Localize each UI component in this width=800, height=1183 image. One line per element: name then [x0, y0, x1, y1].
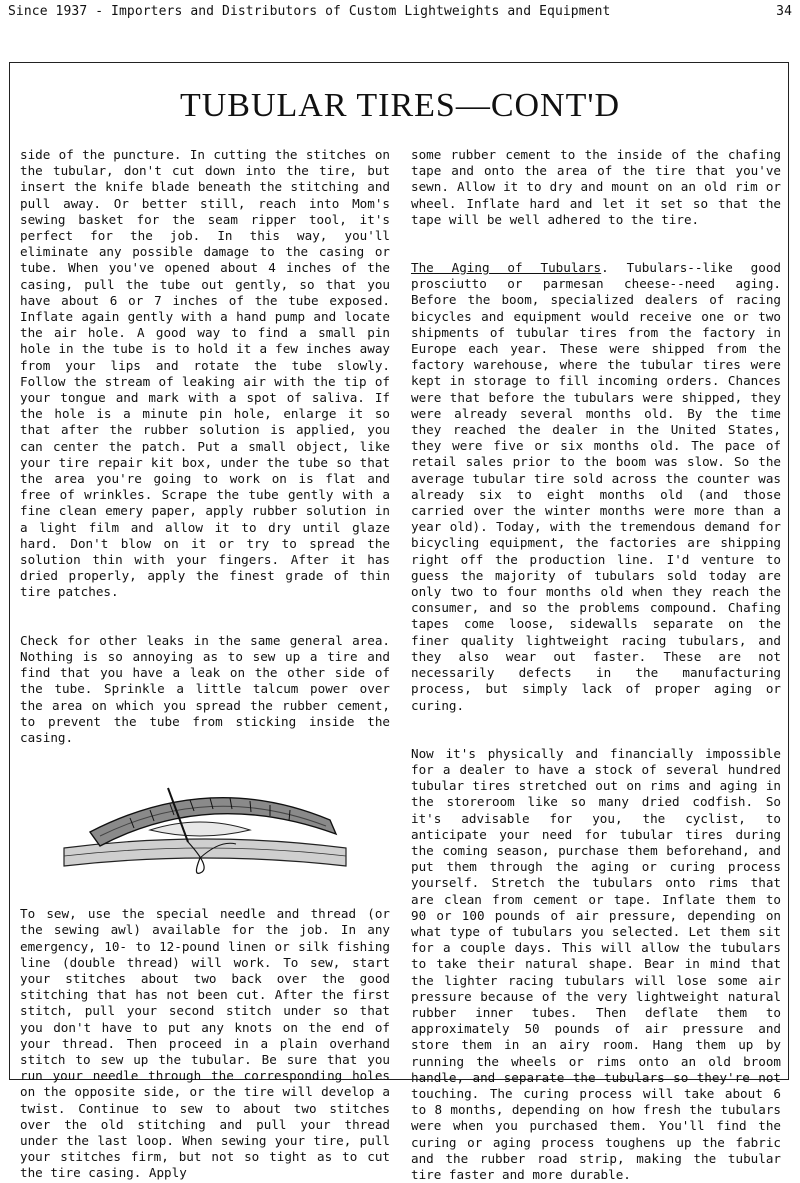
page-number: 34	[776, 4, 792, 19]
paragraph-sewing: To sew, use the special needle and thread (or the sewing awl) available for the job. In any emergency, 10- to 12-pound linen or silk fishing line (double thread) will work. To sew, start your stitches about two back over the good stitching that has not been cut. After the first stitch, pull your second stitch under so that you don't have to put any knots on the end of your thread. Then proceed in a plain overhand stitch to sew up the tubular. Be sure that you run your needle through the corresponding holes on the opposite side, or the tire will develop a twist. Continue to sew to about two stitches over the old stitching and pull your thread under the last loop. When sewing your tire, pull your stitches firm, but not so tight as to cut the tire casing. Apply	[20, 906, 390, 1181]
paragraph-puncture-repair: side of the puncture. In cutting the stitches on the tubular, don't cut down into the tire, but insert the knife blade beneath the stitching and pull away. Or better still, reach into Mom's sewing basket for the seam ripper tool, it's perfect for the job. In this way, you'll eliminate any possible damage to the casing or tube. When you've opened about 4 inches of the casing, pull the tube out gently, so that you have about 6 or 7 inches of the tube exposed. Inflate again gently with a hand pump and locate the air hole. A good way to find a small pin hole in the tube is to hold it a few inches away from your lips and rotate the tube slowly. Follow the stream of leaking air with the tip of your tongue and mark with a spot of saliva. If the hole is a minute pin hole, enlarge it so that after the rubber solution is applied, you can center the patch. Put a small object, like your tire repair kit box, under the tube so that the area you're going to work on is flat and free of wrinkles. Scrape the tube gently with a fine clean emery paper, apply rubber solution in a light film and allow it to dry until glaze hard. Don't blow on it or try to spread the solution thin with your fingers. After it has dried properly, apply the finest grade of thin tire patches.	[20, 147, 390, 600]
paragraph-check-leaks: Check for other leaks in the same general area. Nothing is so annoying as to sew up a tire and find that you have a leak on the other side of the tube. Sprinkle a little talcum power over the area on which you spread the rubber cement, to prevent the tube from sticking inside the casing.	[20, 632, 390, 745]
page-title: TUBULAR TIRES—CONT'D	[179, 87, 621, 124]
paragraph-aging-of-tubulars	[411, 260, 781, 714]
right-column	[411, 147, 781, 1183]
page-header	[4, 2, 794, 22]
header-tagline: Since 1937 - Importers and Distributors of Custom Lightweights and Equipment	[8, 4, 611, 19]
paragraph-curing-process: Now it's physically and financially impossible for a dealer to have a stock of several hundred tubular tires stretched out on rims and aging in the storeroom like so many dried codfish. So it's advisable for you, the cyclist, to anticipate your need for tubular tires during the coming season, purchase them beforehand, and put them through the aging or curing process yourself. Stretch the tubulars onto rims that are clean from cement or tape. Inflate them to 90 or 100 pounds of air pressure, depending on what type of tubulars you selected. Let them sit for a couple days. This will allow the tubulars to take their natural shape. Bear in mind that the lighter racing tubulars will lose some air pressure because of the very lightweight natural rubber inner tubes. Then deflate them to approximately 50 pounds of air pressure and store them in an airy room. Hang them up by running the wheels or rims onto an old broom handle, and separate the tubulars so they're not touching. The curing process will take about 6 to 8 months, depending on how fresh the tubulars were when you purchased them. You'll find the curing or aging process toughens up the fabric and the rubber road strip, making the tubular tire faster and more durable.	[411, 745, 781, 1182]
section-heading-aging: The Aging of Tubulars	[411, 260, 602, 276]
left-column	[20, 147, 390, 1182]
sewing-illustration	[60, 770, 350, 878]
paragraph-rubber-cement: some rubber cement to the inside of the chafing tape and onto the area of the tire that you've sewn. Allow it to dry and mount on an old rim or wheel. Inflate hard and let it set so that the tape will be well adhered to the tire.	[411, 147, 781, 227]
tire-sewing-drawing-icon	[60, 770, 350, 878]
aging-body: . Tubulars--like good prosciutto or parmesan cheese--need aging. Before the boom, specialized dealers of racing bicycles and equipment would receive one or two shipments of tubular tires from the factory in Europe each year. These were shipped from the factory warehouse, where the tubular tires were kept in storage to fill incoming orders. Chances were that before the tubulars were shipped, they were already several months old. By the time they reached the dealer in the United States, they were five or six months old. The pace of retail sales prior to the boom was slow. So the average tubular tire sold across the counter was already six to eight months old (and those carried over the winter months were more than a year old). Today, with the tremendous demand for bicycling equipment, the factories are shipping right off the production line. I'd venture to guess the majority of tubulars sold today are only two to four months old when they reach the consumer, and so the problems compound. Chafing tapes come loose, sidewalls separate on the finer quality lightweight racing tubulars, and they also wear out faster. These are not necessarily defects in the manufacturing process, but simply lack of proper aging or curing.	[411, 260, 781, 713]
